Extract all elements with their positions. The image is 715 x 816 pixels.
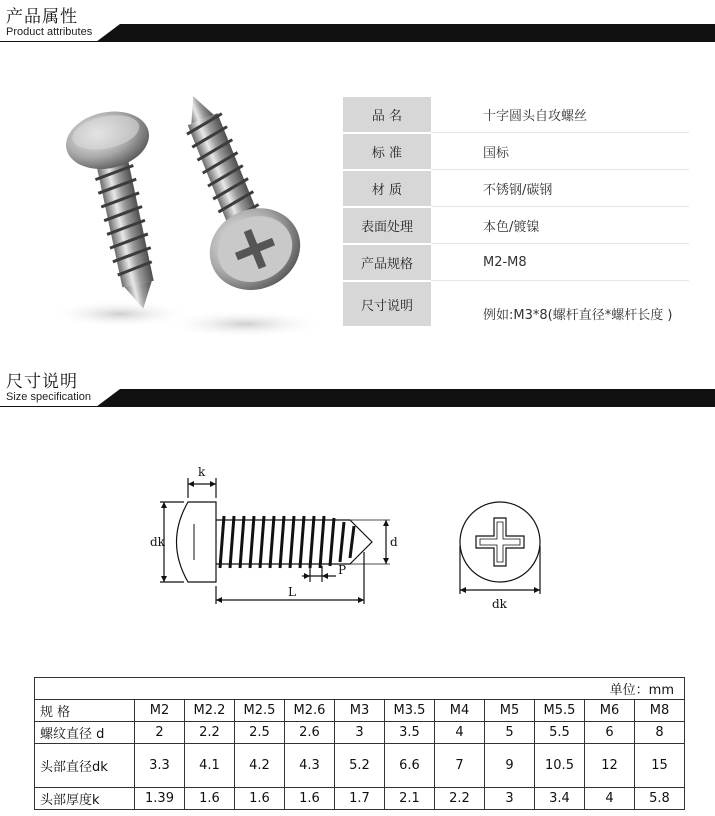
attribute-label: 产品规格 xyxy=(343,245,431,280)
row-label: 头部厚度k xyxy=(35,788,135,810)
table-cell: 2.5 xyxy=(235,722,285,744)
table-cell: 1.6 xyxy=(285,788,335,810)
table-cell: 15 xyxy=(635,744,685,788)
label-k: k xyxy=(198,465,206,479)
table-cell: 3 xyxy=(485,788,535,810)
table-cell: 4 xyxy=(585,788,635,810)
attribute-value: 本色/镀镍 xyxy=(483,220,540,235)
section-title-size: 尺寸说明 xyxy=(6,372,78,392)
table-cell: 4.1 xyxy=(185,744,235,788)
row-label: 螺纹直径 d xyxy=(35,722,135,744)
table-cell: 1.7 xyxy=(335,788,385,810)
size-header: M5.5 xyxy=(535,700,585,722)
attribute-value: 不锈钢/碳钢 xyxy=(483,183,553,198)
attribute-table xyxy=(343,97,689,328)
table-cell: 1.39 xyxy=(135,788,185,810)
attribute-label: 尺寸说明 xyxy=(343,282,431,326)
table-cell: 1.6 xyxy=(185,788,235,810)
table-cell: 5.2 xyxy=(335,744,385,788)
attribute-label: 表面处理 xyxy=(343,208,431,243)
section-subtitle-attributes: Product attributes xyxy=(6,26,93,38)
table-cell: 4.3 xyxy=(285,744,335,788)
dimension-diagram xyxy=(150,462,570,612)
table-cell: 2.2 xyxy=(185,722,235,744)
table-cell: 2.1 xyxy=(385,788,435,810)
label-dk: dk xyxy=(150,535,165,549)
table-cell: 1.6 xyxy=(235,788,285,810)
attribute-value: 十字圆头自攻螺丝 xyxy=(483,109,588,124)
table-cell: 6 xyxy=(585,722,635,744)
attribute-label: 标 准 xyxy=(343,134,431,169)
table-cell: 3.5 xyxy=(385,722,435,744)
label-l: L xyxy=(288,585,296,599)
label-p: P xyxy=(338,563,347,577)
table-cell: 5.8 xyxy=(635,788,685,810)
table-cell: 8 xyxy=(635,722,685,744)
table-cell: 3.4 xyxy=(535,788,585,810)
attribute-value: 国标 xyxy=(483,146,510,161)
size-header: M2.2 xyxy=(185,700,235,722)
size-header: M6 xyxy=(585,700,635,722)
size-header: M3 xyxy=(335,700,385,722)
size-header: M5 xyxy=(485,700,535,722)
screw-photo xyxy=(30,92,320,342)
table-cell: 2.2 xyxy=(435,788,485,810)
table-cell: 5.5 xyxy=(535,722,585,744)
table-cell: 12 xyxy=(585,744,635,788)
table-cell: 9 xyxy=(485,744,535,788)
table-cell: 2.6 xyxy=(285,722,335,744)
table-row xyxy=(35,788,685,810)
attribute-label: 品 名 xyxy=(343,97,431,132)
attribute-row xyxy=(343,134,689,171)
section-bar-attributes xyxy=(0,24,715,42)
spec-table xyxy=(34,677,685,810)
table-cell: 3.3 xyxy=(135,744,185,788)
table-cell: 5 xyxy=(485,722,535,744)
label-dk-top: dk xyxy=(492,597,507,611)
table-row xyxy=(35,744,685,788)
table-cell: 2 xyxy=(135,722,185,744)
section-subtitle-size: Size specification xyxy=(6,391,91,403)
size-header: M2.5 xyxy=(235,700,285,722)
attribute-value: M2-M8 xyxy=(483,255,527,270)
unit-label: 单位：mm xyxy=(35,678,685,700)
row-label: 头部直径dk xyxy=(35,744,135,788)
table-row xyxy=(35,700,685,722)
size-header: M8 xyxy=(635,700,685,722)
label-d: d xyxy=(390,535,398,549)
table-cell: 7 xyxy=(435,744,485,788)
size-header: M2.6 xyxy=(285,700,335,722)
attribute-value: 例如:M3*8(螺杆直径*螺杆长度 ) xyxy=(483,308,673,323)
size-header: M4 xyxy=(435,700,485,722)
attribute-row xyxy=(343,208,689,245)
table-cell: 6.6 xyxy=(385,744,435,788)
size-header: M3.5 xyxy=(385,700,435,722)
table-row xyxy=(35,722,685,744)
section-title-attributes: 产品属性 xyxy=(6,7,78,27)
header-label: 规 格 xyxy=(35,700,135,722)
table-cell: 3 xyxy=(335,722,385,744)
size-header: M2 xyxy=(135,700,185,722)
attribute-row xyxy=(343,282,689,328)
section-bar-size xyxy=(0,389,715,407)
table-cell: 10.5 xyxy=(535,744,585,788)
attribute-row xyxy=(343,171,689,208)
table-cell: 4 xyxy=(435,722,485,744)
attribute-label: 材 质 xyxy=(343,171,431,206)
table-cell: 4.2 xyxy=(235,744,285,788)
attribute-row xyxy=(343,97,689,134)
attribute-row xyxy=(343,245,689,282)
